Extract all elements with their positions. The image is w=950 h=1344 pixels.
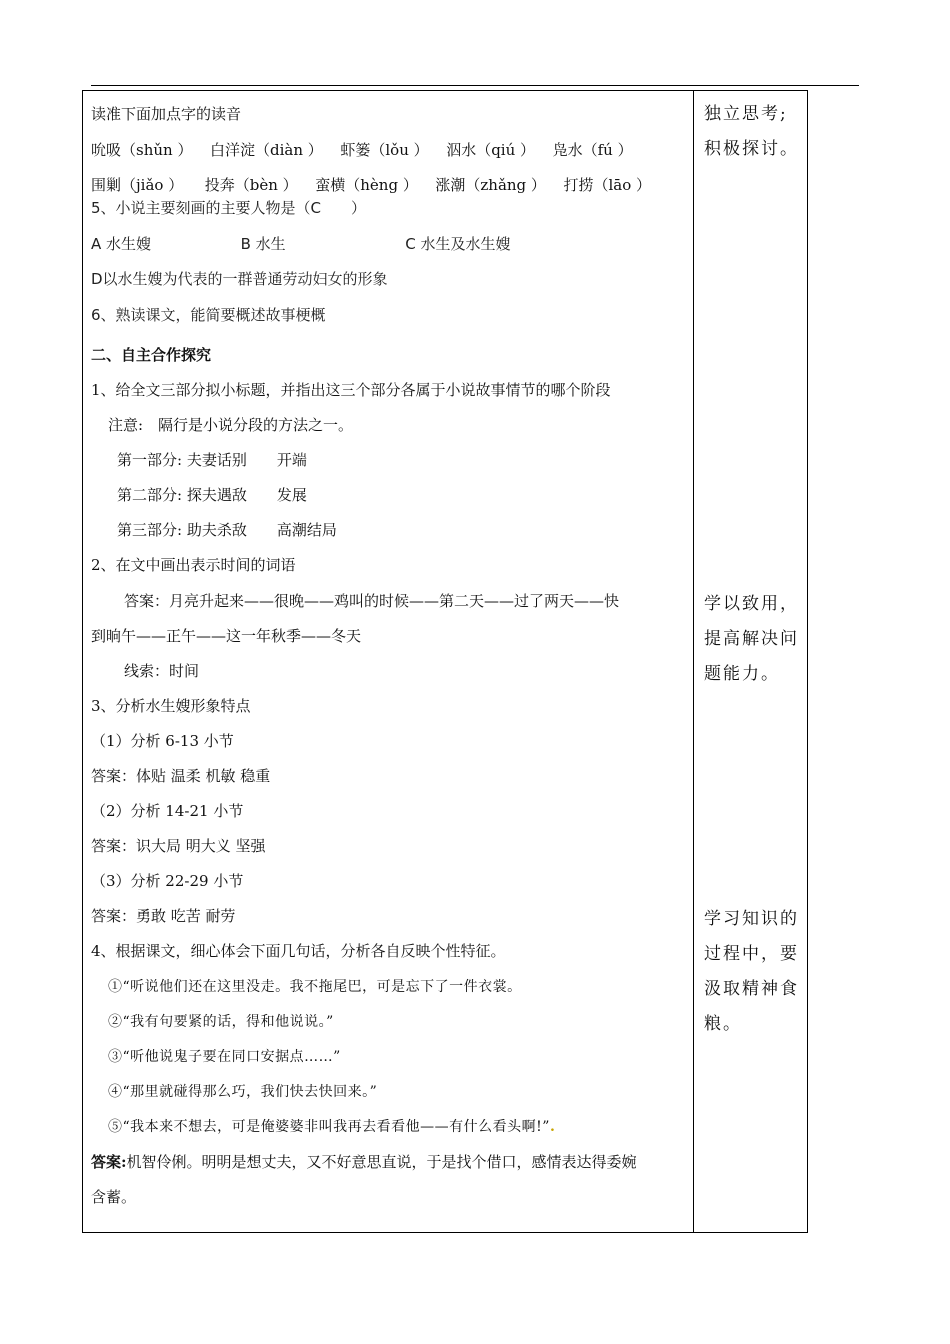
item-1-note: 注意: 隔行是小说分段的方法之一。 [108, 416, 354, 434]
pinyin-item: 凫水（fú ） [552, 141, 633, 159]
final-answer [91, 1152, 637, 1172]
pinyin-item: 虾篓（lǒu ） [340, 141, 429, 159]
part-stage: 发展 [276, 486, 307, 504]
item-3-sub-1: （1）分析 6-13 小节 [91, 732, 234, 750]
question-5-options [91, 234, 510, 254]
quote-3: ③“听他说鬼子要在同口安据点……” [108, 1049, 341, 1065]
item-3: 3、分析水生嫂形象特点 [91, 697, 251, 715]
option-b: B 水生 [240, 235, 286, 253]
part-3 [117, 520, 337, 540]
note-line: 过程中，要 [704, 944, 799, 964]
part-stage: 开端 [276, 451, 307, 469]
option-a: A 水生嫂 [91, 235, 152, 253]
note-apply-learning [704, 587, 804, 692]
question-6: 6、熟读课文，能简要概述故事梗概 [91, 306, 326, 324]
note-line: 粮。 [704, 1014, 742, 1034]
item-4: 4、根据课文，细心体会下面几句话，分析各自反映个性特征。 [91, 942, 506, 960]
note-spiritual-nourishment [704, 902, 804, 1042]
reading-heading: 读准下面加点字的读音 [91, 105, 242, 123]
pinyin-item: 围剿（jiǎo ） [91, 176, 184, 194]
note-line: 题能力。 [704, 664, 780, 684]
item-3-answer-1: 答案：体贴 温柔 机敏 稳重 [91, 767, 271, 785]
pinyin-item: 蛮横（hèng ） [315, 176, 418, 194]
note-line: 提高解决问 [704, 629, 799, 649]
part-name: 第三部分: 助夫杀敌 [117, 521, 247, 539]
answer-text: 机智伶俐。明明是想丈夫，又不好意思直说，于是找个借口，感情表达得委婉 [126, 1153, 637, 1171]
item-1: 1、给全文三部分拟小标题，并指出这三个部分各属于小说故事情节的哪个阶段 [91, 381, 611, 399]
item-3-answer-3: 答案：勇敢 吃苦 耐劳 [91, 907, 236, 925]
pinyin-item: 白洋淀（diàn ） [210, 141, 323, 159]
note-line: 学以致用， [704, 594, 799, 614]
part-name: 第一部分: 夫妻话别 [117, 451, 247, 469]
item-3-sub-2: （2）分析 14-21 小节 [91, 802, 244, 820]
note-independent-thinking [704, 97, 804, 167]
part-2 [117, 485, 307, 505]
pinyin-row-2 [91, 175, 651, 195]
part-1 [117, 450, 307, 470]
option-c: C 水生及水生嫂 [405, 235, 511, 253]
note-line: 汲取精神食 [704, 979, 799, 999]
pinyin-item: 泅水（qiú ） [446, 141, 536, 159]
item-3-answer-2: 答案：识大局 明大义 坚强 [91, 837, 266, 855]
quote-4: ④“那里就碰得那么巧，我们快去快回来。” [108, 1084, 378, 1100]
quote-2: ②“我有句要紧的话，得和他说说。” [108, 1014, 334, 1030]
column-divider [693, 90, 694, 1233]
section-2-title: 二、自主合作探究 [91, 346, 212, 364]
part-name: 第二部分: 探夫遇敌 [117, 486, 247, 504]
note-line: 学习知识的 [704, 909, 799, 929]
quote-5 [108, 1117, 555, 1137]
final-answer-continued: 含蓄。 [91, 1188, 137, 1206]
part-stage: 高潮结局 [276, 521, 337, 539]
top-rule [91, 85, 859, 86]
item-2-clue: 线索：时间 [124, 662, 200, 680]
answer-label: 答案: [91, 1153, 127, 1171]
pinyin-item: 吮吸（shǔn ） [91, 141, 193, 159]
item-3-sub-3: （3）分析 22-29 小节 [91, 872, 244, 890]
pinyin-item: 打捞（lāo ） [563, 176, 652, 194]
item-2-answer-continued: 到晌午——正午——这一年秋季——冬天 [91, 627, 362, 645]
pinyin-row-1 [91, 140, 633, 160]
highlight-dot: . [549, 1119, 556, 1135]
quote-5-text: ⑤“我本来不想去，可是俺婆婆非叫我再去看看他——有什么看头啊!” [108, 1119, 550, 1135]
question-5: 5、小说主要刻画的主要人物是（C ） [91, 199, 367, 217]
option-d: D以水生嫂为代表的一群普通劳动妇女的形象 [91, 270, 388, 288]
pinyin-item: 涨潮（zhǎng ） [435, 176, 546, 194]
item-2-answer: 答案：月亮升起来——很晚——鸡叫的时候——第二天——过了两天——快 [124, 592, 620, 610]
note-line: 积极探讨。 [704, 139, 799, 159]
quote-1: ①“听说他们还在这里没走。我不拖尾巴，可是忘下了一件衣裳。 [108, 979, 522, 995]
pinyin-item: 投奔（bèn ） [204, 176, 298, 194]
note-line: 独立思考; [704, 104, 788, 124]
item-2: 2、在文中画出表示时间的词语 [91, 556, 296, 574]
